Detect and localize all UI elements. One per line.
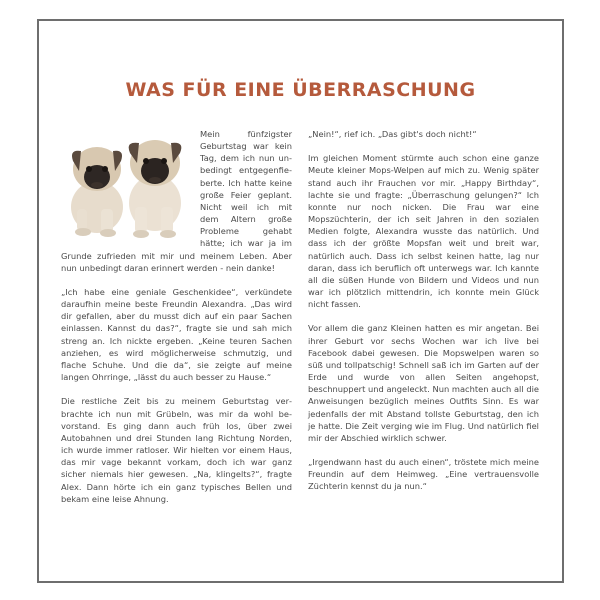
page-frame: [37, 19, 564, 583]
left-pug: [71, 147, 123, 237]
paragraph: „Irgendwann hast du auch einen“, tröstete mich meine Freundin auf dem Heimweg. „Eine vertrauensvolle Züchterin kennst du ja nun.“: [308, 457, 539, 492]
paragraph: Im gleichen Moment stürmte auch schon eine ganze Meute kleiner Mops-Welpen auf mich zu. Wenig später stand auch ihr Frauchen vor mir. „Happy Birthday“, lachte sie und fragte: „Überraschung gelungen?“ Ich konnte nur noch nicken. Die Frau war eine Mopszüchterin, der ich seit Jahren in den sozialen Medien folgte, Alexandra wusste das natürlich. Und dass ich der größte Mopsfan weit und breit war, natürlich auch. Dass ich selbst keinen hatte, lag nur daran, dass ich beruflich oft unterwegs war. Ich kannte all die süßen Hunde von Bildern und Videos und nun war ich plötzlich mittendrin, ich konnte mein Glück nicht fassen.: [308, 153, 539, 310]
pug-puppies-image: [57, 131, 194, 241]
page-title: WAS FÜR EINE ÜBERRASCHUNG: [125, 79, 476, 101]
right-column: [308, 128, 539, 505]
paragraph: Die restliche Zeit bis zu meinem Geburtstag verbrachte ich nun mit Grübeln, was mir da wohl bevorstand. Es ging dann auch früh los, über zwei Autobahnen und drei Stunden lang Richtung Norden, ich wurde immer ratloser. Wir hielten vor einem Haus, das mir vage bekannt vorkam, doch ich war ganz sicher niemals hier gewesen. „Na, klingelts?“, fragte Alex. Dann hörte ich ein ganz typisches Bellen und bekam eine leise Ahnung.: [61, 396, 292, 504]
paragraph: „Nein!“, rief ich. „Das gibt's doch nicht!“: [308, 129, 477, 139]
pug-puppies-illustration: [57, 131, 194, 241]
paragraph: Vor allem die ganz Kleinen hatten es mir angetan. Bei ihrer Geburt vor sechs Wochen war ich live bei Facebook dabei gewesen. Die Mopswelpen waren so süß und tollpatschig! Schnell saß ich im Garten auf der Erde und wurde von allen Seiten angehopst, beschnuppert und angeleckt. Nun machten auch all die Anweisungen bezüglich meines Outfits Sinn. Es war jedenfalls der mit Abstand tollste Geburtstag, den ich je hatte. Die Zeit verging wie im Flug. Und natürlich fiel mir der Abschied wirklich schwer.: [308, 323, 539, 443]
paragraph: Mein fünfzigster Geburtstag war kein Tag, dem ich nun unbedingt entgegenfieberte. Ich hatte keine große Feier geplant. Nicht weil ich mit dem Altern große Probleme gehabt hätte; ich war ja im Grunde zufrieden mit mir und meinem Leben. Aber nun unbedingt daran erinnert werden - nein danke!: [61, 129, 292, 273]
right-pug: [129, 140, 182, 238]
paragraph: „Ich habe eine geniale Geschenkidee“, verkündete daraufhin meine beste Freundin Alexandra. „Das wird dir gefallen, aber du musst dich auf ein paar Sachen einlassen. Kannst du das?“, fragte sie und sah mich streng an. Ich nickte ergeben. „Keine teuren Sachen anziehen, es wird möglicherweise schmutzig, und flache Schuhe. Und die da“, sie zeigte auf meine langen Ohrringe, „lässt du auch besser zu Hause.“: [61, 287, 292, 383]
left-column: [61, 128, 292, 517]
